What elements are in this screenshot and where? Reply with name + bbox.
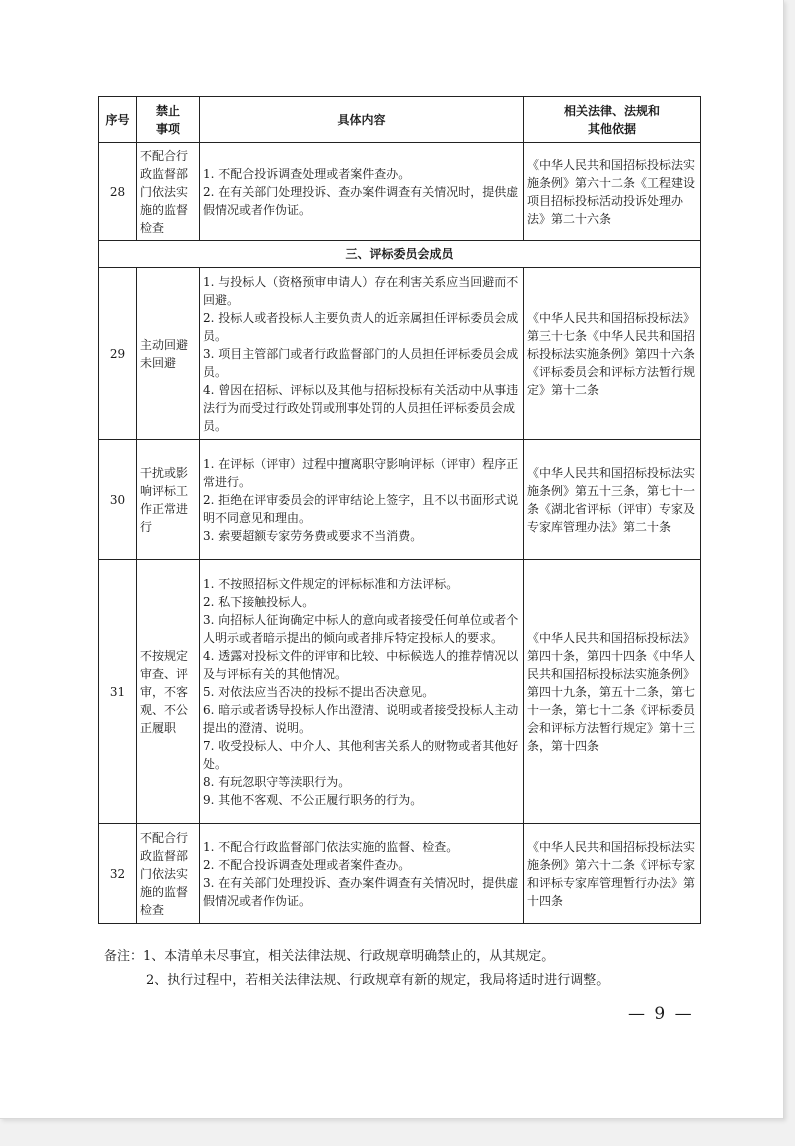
page-number: — 9 —: [628, 1004, 694, 1024]
table-row: [99, 143, 701, 241]
row-num: 30: [99, 440, 137, 560]
content-line: 2. 在有关部门处理投诉、查办案件调查有关情况时，提供虚假情况或者作伪证。: [203, 184, 519, 217]
row-item: 不按规定审查、评审，不客观、不公正履职: [137, 560, 200, 824]
row-content: [200, 824, 524, 924]
content-line: 1. 与投标人（资格预审申请人）存在利害关系应当回避而不回避。: [203, 274, 519, 307]
header-num: 序号: [99, 97, 137, 143]
content-line: 2. 投标人或者投标人主要负责人的近亲属担任评标委员会成员。: [203, 310, 519, 343]
note-line-2: 2、执行过程中，若相关法律法规、行政规章有新的规定，我局将适时进行调整。: [146, 973, 610, 988]
header-item-line1: 禁止: [155, 103, 180, 118]
notes-block: [104, 945, 724, 993]
content-line: 2. 私下接触投标人。: [203, 594, 315, 609]
header-law-line1: 相关法律、法规和: [563, 103, 660, 118]
table-row: [99, 440, 701, 560]
row-law: 《中华人民共和国招标投标法实施条例》第六十二条《评标专家和评标专家库管理暂行办法》第十四条: [524, 824, 701, 924]
content-line: 2. 拒绝在评审委员会的评审结论上签字，且不以书面形式说明不同意见和理由。: [203, 492, 519, 525]
row-law: 《中华人民共和国招标投标法》第三十七条《中华人民共和国招标投标法实施条例》第四十六条《评标委员会和评标方法暂行规定》第十二条: [524, 268, 701, 440]
row-law: 《中华人民共和国招标投标法》第四十条，第四十四条《中华人民共和国招标投标法实施条例》第四十九条，第五十二条，第七十一条，第七十二条《评标委员会和评标方法暂行规定》第十三条，第十四条: [524, 560, 701, 824]
section-title: 三、评标委员会成员: [99, 241, 701, 268]
header-item-line2: 事项: [155, 121, 180, 136]
row-num: 32: [99, 824, 137, 924]
row-item: 干扰或影响评标工作正常进行: [137, 440, 200, 560]
row-item: 不配合行政监督部门依法实施的监督检查: [137, 824, 200, 924]
content-line: 1. 在评标（评审）过程中擅离职守影响评标（评审）程序正常进行。: [203, 456, 519, 489]
content-line: 2. 不配合投诉调查处理或者案件查办。: [203, 857, 411, 872]
row-content: [200, 560, 524, 824]
header-law: [524, 97, 701, 143]
header-law-line2: 其他依据: [587, 121, 636, 136]
row-num: 29: [99, 268, 137, 440]
header-content: 具体内容: [200, 97, 524, 143]
row-item: 主动回避未回避: [137, 268, 200, 440]
content-line: 9. 其他不客观、不公正履行职务的行为。: [203, 792, 423, 807]
content-line: 1. 不按照招标文件规定的评标标准和方法评标。: [203, 576, 459, 591]
row-law: 《中华人民共和国招标投标法实施条例》第六十二条《工程建设项目招标投标活动投诉处理办法》第二十六条: [524, 143, 701, 241]
note-line-1: 备注：1、本清单未尽事宜，相关法律法规、行政规章明确禁止的，从其规定。: [104, 949, 555, 964]
content-line: 1. 不配合投诉调查处理或者案件查办。: [203, 166, 411, 181]
content-line: 6. 暗示或者诱导投标人作出澄清、说明或者接受投标人主动提出的澄清、说明。: [203, 702, 519, 735]
table-header-row: [99, 97, 701, 143]
content-line: 5. 对依法应当否决的投标不提出否决意见。: [203, 684, 435, 699]
content-line: 4. 曾因在招标、评标以及其他与招标投标有关活动中从事违法行为而受过行政处罚或刑事处罚的人员担任评标委员会成员。: [203, 382, 519, 433]
content-line: 4. 透露对投标文件的评审和比较、中标候选人的推荐情况以及与评标有关的其他情况。: [203, 648, 519, 681]
content-line: 3. 索要超额专家劳务费或要求不当消费。: [203, 528, 423, 543]
content-line: 3. 在有关部门处理投诉、查办案件调查有关情况时，提供虚假情况或者作伪证。: [203, 875, 519, 908]
row-law: 《中华人民共和国招标投标法实施条例》第五十三条，第七十一条《湖北省评标（评审）专家及专家库管理办法》第二十条: [524, 440, 701, 560]
row-num: 28: [99, 143, 137, 241]
row-item: 不配合行政监督部门依法实施的监督检查: [137, 143, 200, 241]
table-row: [99, 560, 701, 824]
prohibition-table: [98, 96, 701, 924]
content-line: 8. 有玩忽职守等渎职行为。: [203, 774, 351, 789]
header-item: [137, 97, 200, 143]
row-content: [200, 268, 524, 440]
row-num: 31: [99, 560, 137, 824]
row-content: [200, 440, 524, 560]
row-content: [200, 143, 524, 241]
content-line: 3. 向招标人征询确定中标人的意向或者接受任何单位或者个人明示或者暗示提出的倾向或者排斥特定投标人的要求。: [203, 612, 519, 645]
content-line: 7. 收受投标人、中介人、其他利害关系人的财物或者其他好处。: [203, 738, 519, 771]
content-line: 3. 项目主管部门或者行政监督部门的人员担任评标委员会成员。: [203, 346, 519, 379]
table-row: [99, 268, 701, 440]
table-row: [99, 824, 701, 924]
content-line: 1. 不配合行政监督部门依法实施的监督、检查。: [203, 839, 459, 854]
section-row: [99, 241, 701, 268]
